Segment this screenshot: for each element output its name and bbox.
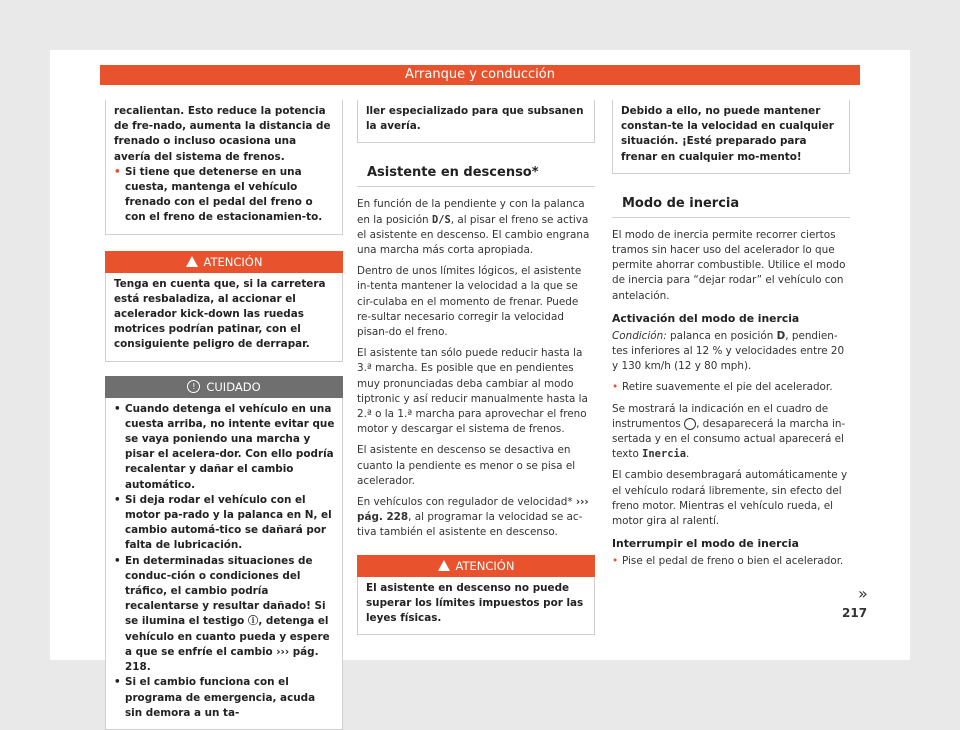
continued-text: Debido a ello, no puede mantener constan-te la velocidad en cualquier situación. ¡Esté preparado para frenar en cualquier mo-mento! bbox=[621, 105, 834, 163]
care-block bbox=[105, 376, 343, 730]
continued-warning-box bbox=[105, 100, 343, 235]
paragraph: El asistente en descenso se desactiva en cuanto la pendiente es menor o se pisa el acelerador. bbox=[357, 444, 576, 487]
warning-header bbox=[105, 251, 343, 273]
paragraph: Se mostrará la indicación en el cuadro de instrumentos , desaparecerá la marcha in-sertada y en el consumo actual aparecerá el texto Inercia. bbox=[612, 402, 846, 461]
warning-text: El asistente en descenso no puede superar los límites impuestos por las leyes físicas. bbox=[366, 581, 584, 625]
continued-text: recalientan. Esto reduce la potencia de fre-nado, aumenta la distancia de frenado o incluso ocasiona una avería del sistema de frenos. bbox=[114, 105, 331, 163]
continued-text: ller especializado para que subsanen la avería. bbox=[366, 105, 584, 133]
list-item: • Retire suavemente el pie del acelerador. bbox=[612, 380, 850, 395]
paragraph: Condición: palanca en posición D, pendien-tes inferiores al 12 % y velocidades entre 20 y 130 km/h (12 y 80 mph). bbox=[612, 329, 845, 373]
warning-text: Tenga en cuenta que, si la carretera está resbaladiza, al accionar el acelerador kick-down las ruedas motrices podrían patinar, con el consiguiente peligro de derrapar. bbox=[114, 277, 326, 351]
page-number: 217 bbox=[842, 606, 868, 620]
list-item: • Cuando detenga el vehículo en una cuesta arriba, no intente evitar que se vaya poniendo una marcha y pisar el acelera-dor. Con ello podría recalentar y dañar el cambio automático. bbox=[114, 402, 335, 493]
paragraph: En función de la pendiente y con la palanca en la posición D/S, al pisar el freno se activa el asistente en descenso. El cambio engrana una marcha más corta apropiada. bbox=[357, 198, 590, 257]
column-3 bbox=[612, 100, 850, 569]
care-header bbox=[105, 376, 343, 398]
coasting-indicator-icon bbox=[684, 418, 696, 430]
section-title: Modo de inercia bbox=[612, 190, 850, 218]
warning-title: ATENCIÓN bbox=[455, 558, 515, 573]
column-1 bbox=[105, 100, 343, 730]
list-item: • Pise el pedal de freno o bien el acelerador. bbox=[612, 554, 850, 569]
section-body bbox=[357, 187, 595, 540]
warning-triangle-icon bbox=[438, 560, 450, 571]
care-box bbox=[105, 398, 343, 730]
subheading: Interrumpir el modo de inercia bbox=[612, 537, 799, 551]
list-item: • Si tiene que detenerse en una cuesta, mantenga el vehículo frenado con el pedal del freno o con el freno de estacionamien-to. bbox=[114, 165, 335, 226]
paragraph: El asistente tan sólo puede reducir hasta la 3.ª marcha. Es posible que en pendientes muy pronunciadas deba cambiar al modo tiptronic y así reducir manualmente hasta la 2.ª o la 1.ª marcha para aprovechar el freno motor y descargar el sistema de frenos. bbox=[357, 347, 588, 436]
warning-box bbox=[105, 273, 343, 362]
warning-block bbox=[105, 251, 343, 362]
care-title: CUIDADO bbox=[206, 379, 261, 394]
paragraph: En vehículos con regulador de velocidad* ››› pág. 228, al programar la velocidad se ac-tiva también el asistente en descenso. bbox=[357, 496, 589, 539]
continued-care-box bbox=[357, 100, 595, 143]
continue-mark: » bbox=[858, 584, 868, 603]
section-title: Asistente en descenso* bbox=[357, 159, 595, 187]
column-2 bbox=[357, 100, 595, 635]
warning-title: ATENCIÓN bbox=[203, 254, 263, 269]
section-header: Arranque y conducción bbox=[100, 65, 860, 85]
paragraph: Dentro de unos límites lógicos, el asistente in-tenta mantener la velocidad a la que se cir-culaba en el momento de frenar. Puede re-sultar necesario corregir la velocidad pisan-do el freno. bbox=[357, 265, 582, 339]
continued-warning-box bbox=[612, 100, 850, 174]
paragraph: El modo de inercia permite recorrer ciertos tramos sin hacer uso del acelerador lo que permite ahorrar combustible. Utilice el modo de inercia para “dejar rodar” el vehículo con antelación. bbox=[612, 228, 846, 302]
warning-header bbox=[357, 555, 595, 577]
paragraph: El cambio desembragará automáticamente y el vehículo rodará libremente, sin efecto del freno motor. Mientras el vehículo rueda, el motor gira al ralentí. bbox=[612, 469, 848, 528]
warning-triangle-icon bbox=[186, 256, 198, 267]
page-reference-link[interactable]: ››› pág. 228 bbox=[357, 496, 589, 524]
list-item: • Si deja rodar el vehículo con el motor pa-rado y la palanca en N, el cambio automá-tico se dañará por falta de lubricación. bbox=[114, 493, 335, 554]
info-circle-icon: ! bbox=[187, 380, 200, 393]
list-item: • Si el cambio funciona con el programa de emergencia, acuda sin demora a un ta- bbox=[114, 675, 335, 721]
section-body bbox=[612, 218, 850, 570]
warning-block bbox=[357, 555, 595, 636]
warning-box bbox=[357, 577, 595, 636]
subheading: Activación del modo de inercia bbox=[612, 311, 800, 325]
list-item: • En determinadas situaciones de conduc-ción o condiciones del tráfico, el cambio podría recalentarse y resultar dañado! Si se ilumina el testigo ⓘ, detenga el vehículo en cuanto pueda y espere a que se enfríe el cambio ››› pág. 218. bbox=[114, 554, 335, 676]
